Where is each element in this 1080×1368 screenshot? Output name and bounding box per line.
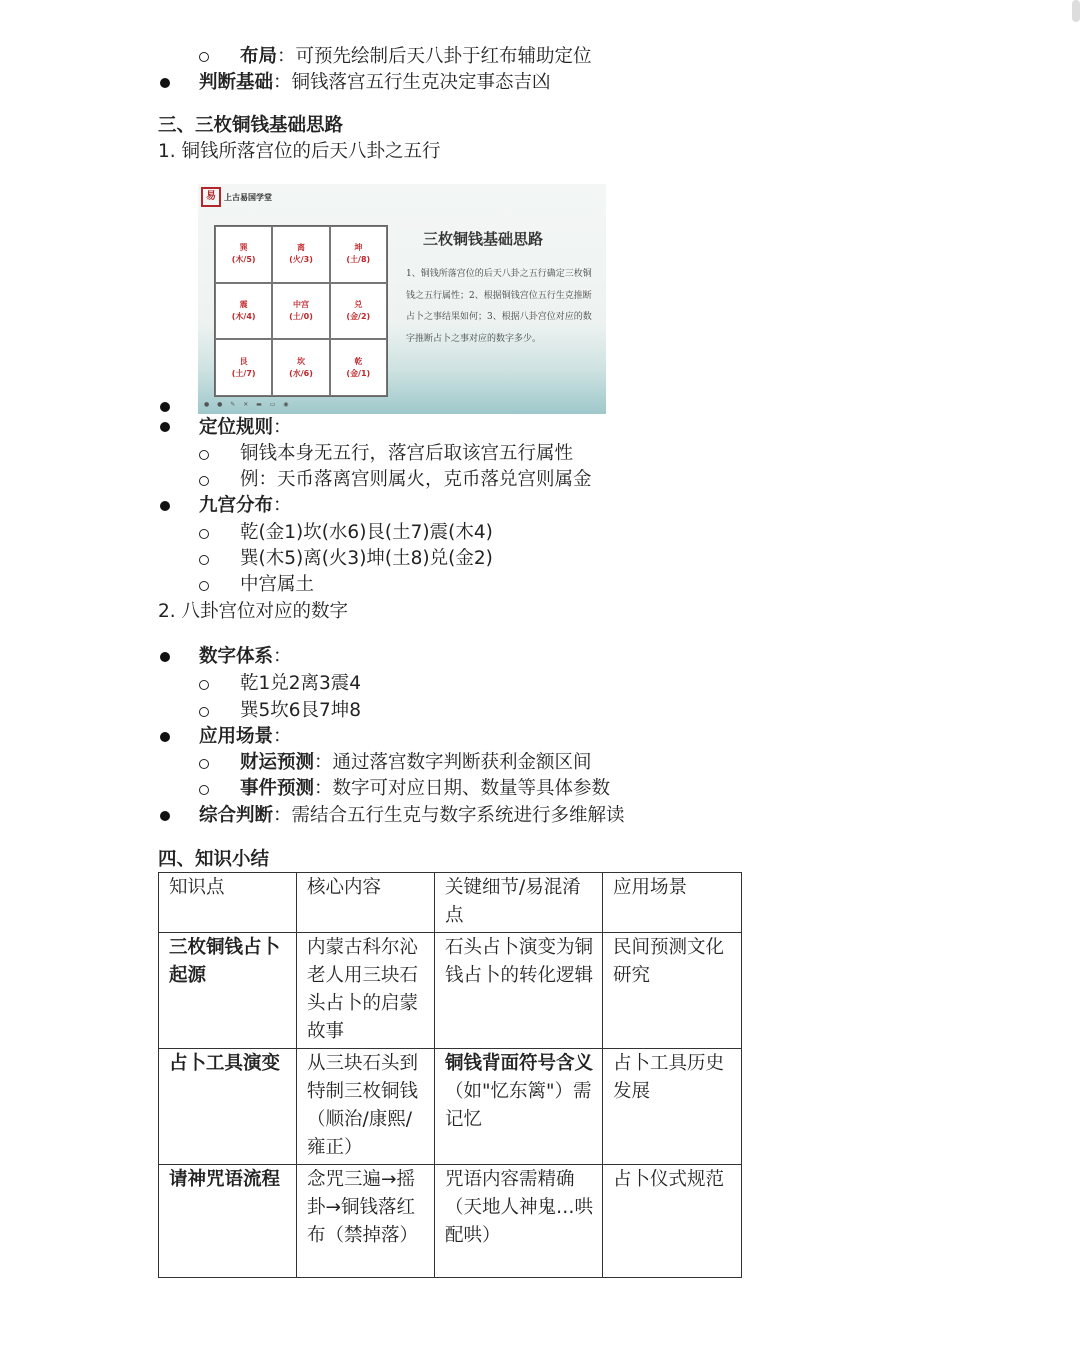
cell-name: 巽 (239, 243, 248, 253)
cell-bold-text: 铜钱背面符号含义 (445, 1053, 594, 1074)
circle-bullet-icon (199, 476, 209, 486)
grid-cell (330, 226, 387, 283)
bullet-icon (160, 652, 170, 662)
subsection-heading: 2. 八卦宫位对应的数字 (158, 601, 349, 622)
cell-name: 坤 (354, 243, 363, 253)
cell-value: (水/6) (289, 368, 313, 378)
table-cell: 占卜工具历史发展 (603, 1049, 742, 1165)
table-cell: 请神咒语流程 (159, 1165, 297, 1278)
table-cell: 占卜仪式规范 (603, 1165, 742, 1278)
cell-value: (土/8) (346, 255, 371, 265)
table-row (159, 933, 742, 1049)
item-colon: ： (273, 726, 292, 747)
list-item (240, 750, 592, 776)
table-cell: 石头占卜演变为铜钱占卜的转化逻辑 (435, 933, 603, 1049)
item-label: 数字体系 (199, 646, 274, 667)
circle-bullet-icon (199, 680, 209, 690)
item-label: 应用场景 (199, 726, 274, 747)
logo-text: 上古易国学堂 (224, 192, 272, 202)
cell-value: (金/2) (346, 311, 371, 321)
table-cell: 内蒙古科尔沁老人用三块石头占卜的启蒙故事 (297, 933, 435, 1049)
bagua-grid (214, 225, 388, 397)
circle-bullet-icon (199, 450, 209, 460)
bullet-icon (160, 501, 170, 511)
header-cell: 关键细节/易混淆点 (435, 873, 603, 933)
logo-seal-icon: 易 (201, 187, 221, 207)
cell-value: (木/4) (231, 311, 256, 321)
grid-cell (215, 283, 272, 340)
grid-cell (215, 226, 272, 283)
list-item: 乾(金1)坎(水6)艮(土7)震(木4) (240, 522, 493, 543)
table-header-row (159, 873, 742, 933)
list-item (240, 44, 592, 70)
grid-cell (272, 339, 329, 396)
circle-bullet-icon (199, 759, 209, 769)
cell-text: （如"忆东篱"）需记忆 (445, 1081, 592, 1130)
header-cell: 应用场景 (603, 873, 742, 933)
grid-cell (272, 226, 329, 283)
circle-bullet-icon (199, 785, 209, 795)
cell-name: 坎 (296, 356, 305, 366)
table-row (159, 1049, 742, 1165)
cell-value: (土/7) (231, 368, 256, 378)
bullet-icon (160, 732, 170, 742)
cell-name: 中宫 (292, 299, 309, 309)
list-item (240, 776, 610, 802)
circle-bullet-icon (199, 52, 209, 62)
list-item (199, 803, 625, 829)
summary-table (158, 872, 742, 1278)
circle-bullet-icon (199, 529, 209, 539)
cell-name: 震 (239, 299, 248, 309)
item-text: ：可预先绘制后天八卦于红布辅助定位 (277, 46, 592, 67)
item-label: 判断基础 (199, 72, 274, 93)
slide-text: 1、铜钱所落宫位的后天八卦之五行确定三枚铜钱之五行属性；2、根据铜钱宫位五行生克推断占卜之事结果如何；3、根据八卦宫位对应的数字推断占卜之事对应的数字多少。 (406, 269, 592, 344)
item-label: 定位规则 (199, 417, 274, 438)
list-item: 中宫属土 (240, 574, 315, 595)
cell-name: 离 (296, 243, 305, 253)
bullet-icon (160, 402, 170, 412)
list-item (199, 644, 292, 670)
list-item (199, 493, 292, 519)
cell-name: 兑 (354, 299, 363, 309)
item-text: ：通过落宫数字判断获利金额区间 (314, 752, 592, 773)
list-item: 乾1兑2离3震4 (240, 673, 362, 694)
header-cell: 知识点 (159, 873, 297, 933)
bullet-icon (160, 811, 170, 821)
table-cell: 三枚铜钱占卜起源 (159, 933, 297, 1049)
circle-bullet-icon (199, 581, 209, 591)
grid-cell (330, 339, 387, 396)
scrollbar[interactable] (1072, 0, 1080, 22)
list-item (199, 415, 292, 441)
table-cell: 念咒三遍→摇卦→铜钱落红布（禁掉落） (297, 1165, 435, 1278)
item-text: ：需结合五行生克与数字系统进行多维解读 (273, 805, 625, 826)
item-label: 综合判断 (199, 805, 274, 826)
cell-name: 乾 (354, 356, 363, 366)
table-cell: 占卜工具演变 (159, 1049, 297, 1165)
table-cell: 咒语内容需精确（天地人神鬼…哄配哄） (435, 1165, 603, 1278)
item-text: ：数字可对应日期、数量等具体参数 (314, 778, 611, 799)
cell-value: (火/3) (289, 255, 313, 265)
bullet-icon (160, 78, 170, 88)
player-toolbar-icons: ● ● ✎ ✕ ▬ ▭ ◉ (204, 401, 292, 408)
item-label: 九宫分布 (199, 495, 274, 516)
subsection-heading: 1. 铜钱所落宫位的后天八卦之五行 (158, 141, 441, 162)
bullet-icon (160, 422, 170, 432)
item-colon: ： (273, 417, 292, 438)
list-item: 巽5坎6艮7坤8 (240, 700, 362, 721)
slide-image (198, 184, 606, 414)
item-text: ：铜钱落宫五行生克决定事态吉凶 (273, 72, 551, 93)
cell-value: (土/0) (289, 311, 313, 321)
table-cell: 民间预测文化研究 (603, 933, 742, 1049)
list-item: 巽(木5)离(火3)坤(土8)兑(金2) (240, 548, 493, 569)
table-cell: 从三块石头到特制三枚铜钱（顺治/康熙/雍正） (297, 1049, 435, 1165)
cell-value: (金/1) (346, 368, 371, 378)
grid-cell (330, 283, 387, 340)
item-label: 布局 (240, 46, 278, 67)
table-row (159, 1165, 742, 1278)
section-heading: 三、三枚铜钱基础思路 (158, 115, 344, 136)
circle-bullet-icon (199, 707, 209, 717)
list-item (199, 724, 292, 750)
list-item: 例：天币落离宫则属火，克币落兑宫则属金 (240, 469, 592, 490)
slide-title: 三枚铜钱基础思路 (423, 230, 544, 248)
grid-cell (272, 283, 329, 340)
section-heading: 四、知识小结 (158, 849, 270, 870)
list-item: 铜钱本身无五行，落宫后取该宫五行属性 (240, 443, 574, 464)
item-label: 财运预测 (240, 752, 315, 773)
item-colon: ： (273, 495, 292, 516)
header-cell: 核心内容 (297, 873, 435, 933)
item-colon: ： (273, 646, 292, 667)
item-label: 事件预测 (240, 778, 315, 799)
circle-bullet-icon (199, 555, 209, 565)
table-cell (435, 1049, 603, 1165)
cell-name: 艮 (239, 356, 248, 366)
cell-value: (木/5) (231, 255, 256, 265)
logo (201, 187, 272, 207)
list-item (199, 70, 551, 96)
grid-cell (215, 339, 272, 396)
